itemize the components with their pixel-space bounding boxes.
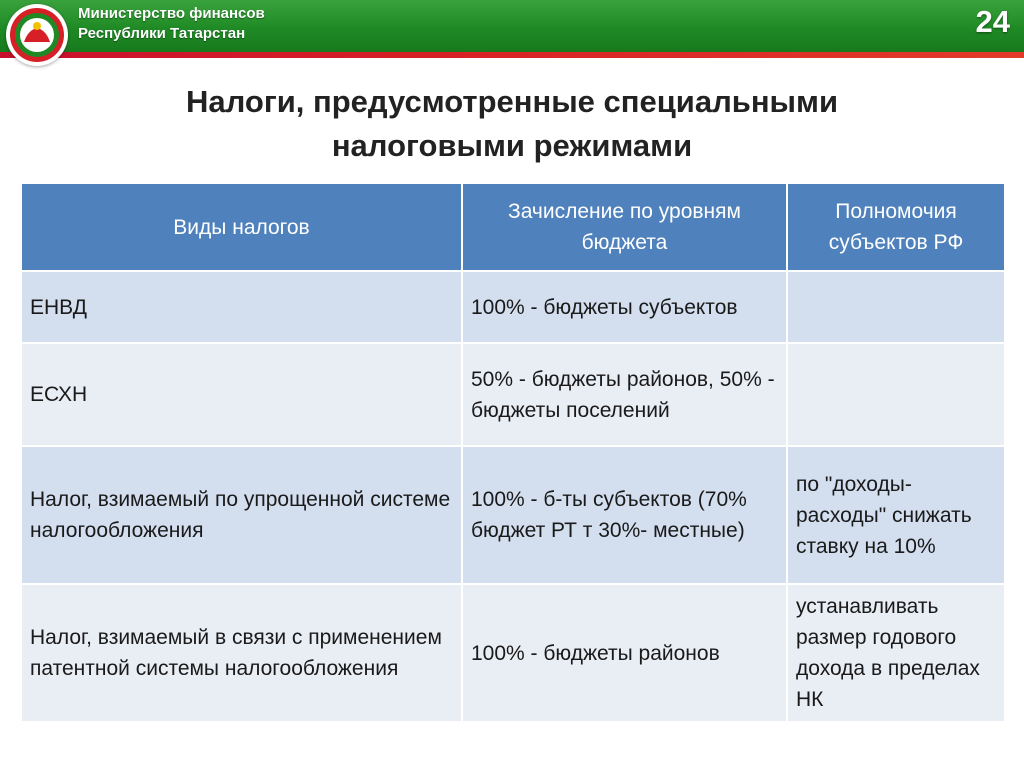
table-row <box>21 343 1005 446</box>
page-number: 24 <box>975 4 1010 39</box>
powers-cell <box>787 343 1005 446</box>
tax-type-cell: Налог, взимаемый в связи с применением патентной системы налогообложения <box>21 584 462 722</box>
column-header-tax-types: Виды налогов <box>21 183 462 271</box>
table-row <box>21 584 1005 722</box>
tax-type-cell: ЕСХН <box>21 343 462 446</box>
powers-cell <box>787 271 1005 343</box>
ministry-line-2: Республики Татарстан <box>78 25 246 42</box>
slide-title-line-2: налоговыми режимами <box>331 128 693 163</box>
powers-cell: по "доходы-расходы" снижать ставку на 10% <box>787 446 1005 584</box>
slide-title-line-1: Налоги, предусмотренные специальными <box>185 84 839 119</box>
tax-type-cell: Налог, взимаемый по упрощенной системе налогообложения <box>21 446 462 584</box>
table-row <box>21 271 1005 343</box>
distribution-cell: 50% - бюджеты районов, 50% - бюджеты поселений <box>462 343 787 446</box>
slide-title <box>0 80 1024 168</box>
distribution-cell: 100% - бюджеты районов <box>462 584 787 722</box>
header-accent-stripe <box>0 52 1024 58</box>
powers-cell: устанавливать размер годового дохода в пределах НК <box>787 584 1005 722</box>
table-header-row <box>21 183 1005 271</box>
table-row <box>21 446 1005 584</box>
ministry-name <box>78 4 265 44</box>
distribution-cell: 100% - бюджеты субъектов <box>462 271 787 343</box>
column-header-subject-powers: Полномочия субъектов РФ <box>787 183 1005 271</box>
tax-regimes-table <box>20 182 1006 723</box>
ministry-line-1: Министерство финансов <box>78 5 265 22</box>
tax-type-cell: ЕНВД <box>21 271 462 343</box>
distribution-cell: 100% - б-ты субъектов (70% бюджет РТ т 30%- местные) <box>462 446 787 584</box>
column-header-budget-distribution: Зачисление по уровням бюджета <box>462 183 787 271</box>
tatarstan-coat-of-arms-icon <box>6 4 68 66</box>
